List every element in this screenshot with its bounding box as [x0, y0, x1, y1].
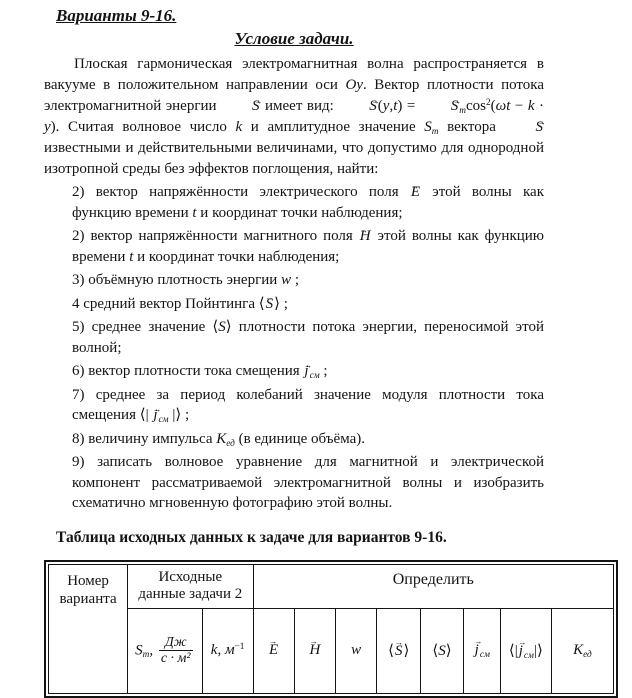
task-item-2a: 2) вектор напряжённости электрического поля E → этой волны как функцию времени t и координат точки наблюдения; — [72, 182, 544, 223]
header-s-avg: ⟨S⟩ — [421, 608, 463, 693]
header-h-field-vector: H → — [294, 608, 335, 693]
task-item-6: 6) вектор плотности тока смещения $j \to_{см}$ ; — [72, 361, 544, 382]
task-item-4: 4 средний вектор Пойнтинга ⟨S →⟩ ; — [72, 294, 544, 315]
header-determine: Определить — [253, 564, 613, 608]
task-item-2b: 2) вектор напряжённости магнитного поля H → этой волны как функцию времени t и координат точки наблюдения; — [72, 226, 544, 267]
header-displacement-current-avg-modulus: ⟨|j $\to_{см}|⟩$ — [500, 608, 551, 693]
header-sm-with-units: $S_m$, $\frac{Дж}{\text{с · м²}}$ — [128, 608, 203, 693]
task-list — [72, 182, 544, 514]
header-initial-data-line1: Исходные — [158, 569, 223, 585]
data-table-border — [44, 560, 618, 698]
variants-heading: Варианты 9-16. — [56, 6, 177, 25]
task-item-7: 7) среднее за период колебаний значение модуля плотности тока смещения ⟨| $j \to_{см}$ |⟩ ; — [72, 385, 544, 426]
header-poynting-vector-avg: ⟨S →⟩ — [377, 608, 421, 693]
header-variant-number: Номер варианта — [49, 564, 128, 693]
header-energy-density: w — [335, 608, 376, 693]
table-title: Таблица исходных данных к задаче для вариантов 9-16. — [56, 528, 447, 546]
problem-statement: Плоская гармоническая электромагнитная волна распространяется в вакууме в положительном направлении оси Oy. Вектор плотности потока электромагнитной энергии S → имеет вид: $S \to(y,t) = S \to_m\cos^2(\omega t - k \cdot y)$. Считая волновое число k и амплитудное значение $S_m$ вектора S → известными и действительными величинами, что допустимо для однородной изотропной среды без эффектов поглощения, найти: — [44, 54, 544, 180]
task-item-8: 8) величину импульса $K_{ед}$ (в единице объёма). — [72, 430, 366, 449]
header-momentum-unit-volume: $K_{ед}$ — [551, 608, 613, 693]
header-e-field-vector: E → — [253, 608, 294, 693]
task-item-3: 3) объёмную плотность энергии w ; — [72, 272, 299, 288]
header-initial-data-line2: данные задачи 2 — [138, 586, 243, 602]
data-table — [48, 564, 614, 694]
condition-heading — [44, 29, 544, 49]
header-initial-data — [128, 564, 253, 608]
header-k-with-units: k, $м^{-1}$ — [202, 608, 253, 693]
task-item-9: 9) записать волновое уравнение для магнитной и электрической компонент рассматриваемой электромагнитной волны и изобразить схематично мгновенную фотографию этой волны. — [72, 454, 544, 511]
header-displacement-current: $j \to_{см}$ — [463, 608, 500, 693]
condition-heading-text: Условие задачи. — [234, 29, 354, 48]
task-item-5: 5) среднее значение ⟨S⟩ плотности потока энергии, переносимой этой волной; — [72, 319, 544, 356]
